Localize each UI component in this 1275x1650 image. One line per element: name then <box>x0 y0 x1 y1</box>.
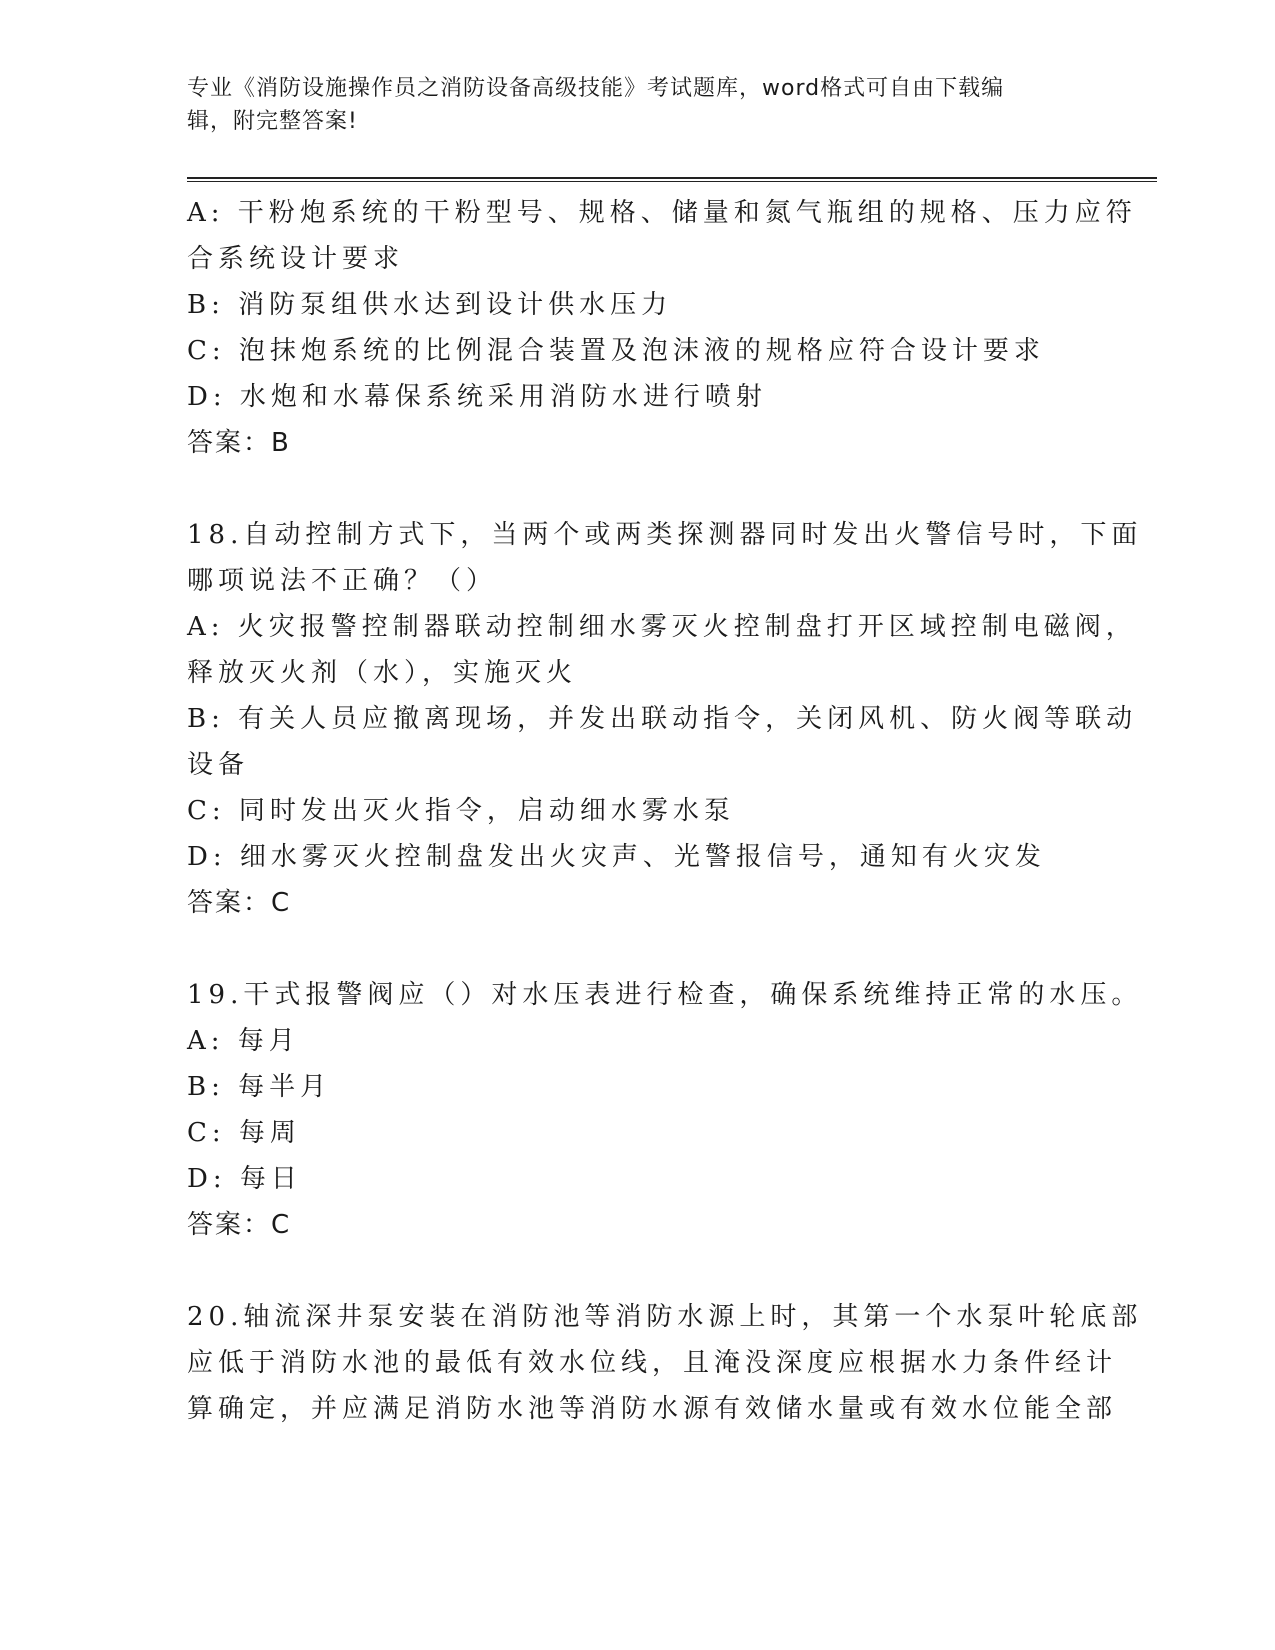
option-c: C: 同时发出灭火指令，启动细水雾水泵 <box>187 796 735 826</box>
question-20 <box>187 1294 1143 1432</box>
option-b: B: 消防泵组供水达到设计供水压力 <box>187 290 673 320</box>
option-b-continued: 设备 <box>187 750 250 780</box>
question-18 <box>187 512 1143 926</box>
option-c: C: 泡抹炮系统的比例混合装置及泡沫液的规格应符合设计要求 <box>187 336 1045 366</box>
question-17 <box>187 190 1137 466</box>
spacer <box>187 466 1087 512</box>
question-19 <box>187 972 1143 1248</box>
document-header <box>187 72 1067 138</box>
option-d: D: 细水雾灭火控制盘发出火灾声、光警报信号，通知有火灾发 <box>187 842 1046 872</box>
answer-line: 答案：C <box>187 1210 292 1240</box>
question-stem-continued: 哪项说法不正确？（） <box>187 566 498 596</box>
answer-line: 答案：B <box>187 428 291 458</box>
question-stem-continued: 算确定，并应满足消防水池等消防水源有效储水量或有效水位能全部 <box>187 1394 1118 1424</box>
option-a-continued: 合系统设计要求 <box>187 244 405 274</box>
option-a: A: 每月 <box>187 1026 300 1056</box>
option-d: D: 每日 <box>187 1164 302 1194</box>
header-line-2: 辑，附完整答案! <box>187 109 358 134</box>
option-d: D: 水炮和水幕保系统采用消防水进行喷射 <box>187 382 767 412</box>
header-divider <box>187 177 1157 182</box>
spacer <box>187 926 1087 972</box>
question-stem-continued: 应低于消防水池的最低有效水位线，且淹没深度应根据水力条件经计 <box>187 1348 1118 1378</box>
option-b: B: 有关人员应撤离现场，并发出联动指令，关闭风机、防火阀等联动 <box>187 704 1138 734</box>
question-stem: 18.自动控制方式下，当两个或两类探测器同时发出火警信号时，下面 <box>187 520 1143 550</box>
answer-line: 答案：C <box>187 888 292 918</box>
option-a: A: 火灾报警控制器联动控制细水雾灭火控制盘打开区域控制电磁阀， <box>187 612 1137 642</box>
header-line-1: 专业《消防设施操作员之消防设备高级技能》考试题库，word格式可自由下载编 <box>187 76 1005 101</box>
question-stem: 19.干式报警阀应（）对水压表进行检查，确保系统维持正常的水压。 <box>187 980 1143 1010</box>
option-c: C: 每周 <box>187 1118 301 1148</box>
spacer <box>187 1248 1087 1294</box>
question-stem: 20.轴流深井泵安装在消防池等消防水源上时，其第一个水泵叶轮底部 <box>187 1302 1143 1332</box>
option-b: B: 每半月 <box>187 1072 332 1102</box>
question-list <box>187 190 1143 1432</box>
option-a: A: 干粉炮系统的干粉型号、规格、储量和氮气瓶组的规格、压力应符 <box>187 198 1137 228</box>
option-a-continued: 释放灭火剂（水），实施灭火 <box>187 658 578 688</box>
